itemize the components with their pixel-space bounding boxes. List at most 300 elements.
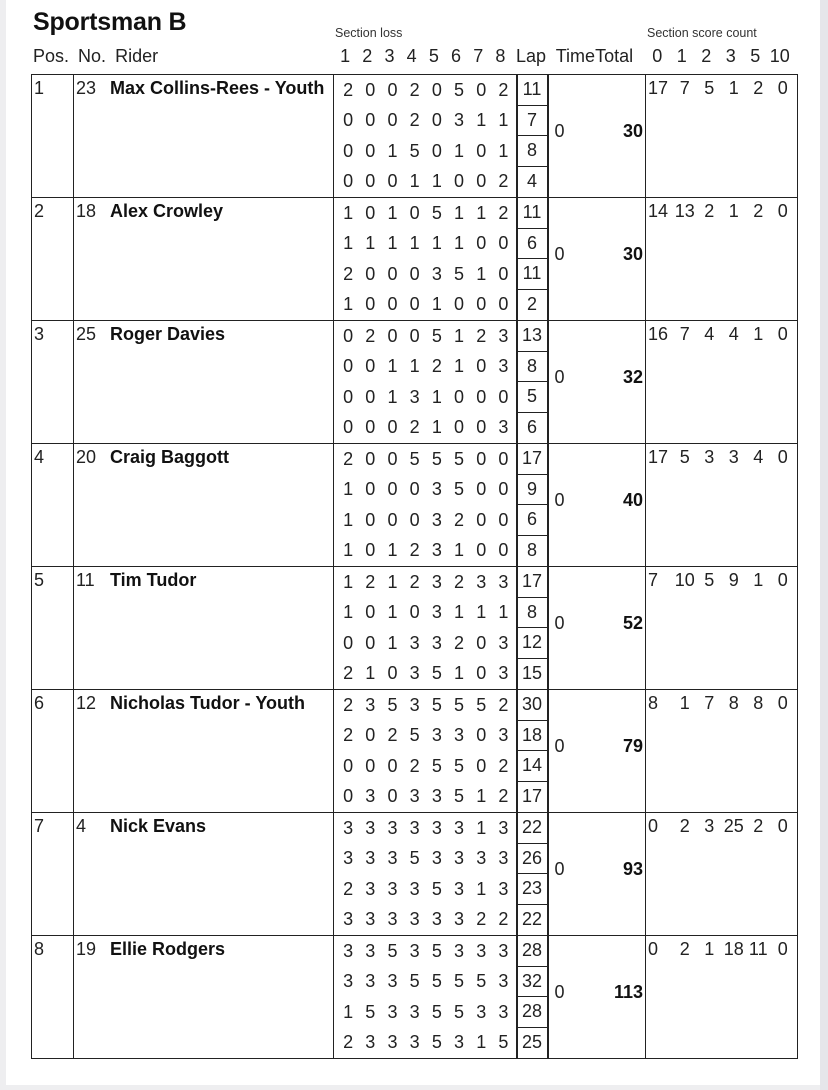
section-header-8: 8	[495, 46, 506, 66]
rider-name: Max Collins-Rees - Youth	[110, 78, 325, 98]
score-count-value: 2	[679, 816, 690, 836]
lap-total: 11	[518, 198, 547, 229]
score-count-value: 2	[753, 78, 764, 98]
lap-section-losses	[334, 659, 516, 690]
section-loss-value: 2	[409, 755, 420, 776]
score-count-value: 2	[704, 201, 715, 221]
section-loss-value: 2	[431, 356, 442, 377]
score-bucket-header-3: 3	[725, 46, 736, 66]
section-loss-value: 0	[454, 171, 465, 192]
section-loss-value: 3	[431, 817, 442, 838]
section-loss-value: 0	[387, 171, 398, 192]
time-penalty: 0	[554, 367, 565, 387]
section-header-7: 7	[473, 46, 484, 66]
lap-section-losses	[334, 967, 516, 998]
section-loss-value: 0	[365, 417, 376, 438]
section-loss-value: 1	[343, 1001, 354, 1022]
section-loss-value: 3	[476, 1001, 487, 1022]
score-count-value: 2	[753, 201, 764, 221]
lap-section-losses	[334, 721, 516, 752]
score-count-value: 1	[728, 78, 739, 98]
section-loss-value: 0	[343, 786, 354, 807]
score-count-value: 0	[777, 201, 788, 221]
section-loss-value: 0	[431, 79, 442, 100]
section-loss-value: 1	[365, 233, 376, 254]
section-loss-value: 0	[476, 448, 487, 469]
section-loss-value: 3	[476, 848, 487, 869]
section-loss-value: 0	[454, 294, 465, 315]
section-loss-value: 0	[343, 386, 354, 407]
section-loss-value: 3	[454, 725, 465, 746]
section-loss-value: 3	[431, 725, 442, 746]
score-count-value: 5	[704, 570, 715, 590]
score-count-value: 0	[777, 78, 788, 98]
time-penalty: 0	[554, 736, 565, 756]
section-loss-value: 0	[365, 386, 376, 407]
score-count-row	[646, 75, 797, 99]
section-loss-value: 2	[343, 725, 354, 746]
rider-total: 79	[622, 736, 643, 756]
section-loss-value: 5	[454, 694, 465, 715]
section-loss-value: 2	[498, 755, 509, 776]
section-number-headers	[334, 46, 512, 67]
section-loss-value: 1	[431, 171, 442, 192]
lap-total: 28	[518, 997, 547, 1028]
section-loss-value: 1	[476, 878, 487, 899]
section-loss-value: 5	[365, 1001, 376, 1022]
lap-section-losses	[334, 382, 516, 413]
section-loss-value: 3	[387, 1032, 398, 1053]
time-penalty: 0	[554, 244, 565, 264]
lap-section-losses	[334, 352, 516, 383]
section-header-6: 6	[451, 46, 462, 66]
section-loss-value: 3	[498, 848, 509, 869]
section-loss-value: 0	[409, 602, 420, 623]
section-loss-value: 5	[454, 971, 465, 992]
section-loss-value: 0	[498, 263, 509, 284]
column-headers-mid	[516, 46, 633, 67]
section-loss-value: 1	[365, 663, 376, 684]
section-loss-value: 3	[498, 417, 509, 438]
rider-number: 11	[76, 570, 95, 590]
time-penalty: 0	[554, 121, 565, 141]
section-loss-value: 1	[387, 202, 398, 223]
section-loss-value: 1	[498, 140, 509, 161]
lap-total: 17	[518, 444, 547, 475]
section-loss-value: 0	[365, 755, 376, 776]
score-bucket-header-0: 0	[652, 46, 663, 66]
rider-number: 18	[76, 201, 97, 221]
section-loss-value: 1	[431, 233, 442, 254]
lap-section-losses	[334, 413, 516, 444]
section-loss-value: 1	[431, 386, 442, 407]
section-loss-value: 5	[454, 79, 465, 100]
header-time: Time	[555, 46, 596, 66]
section-loss-value: 5	[431, 448, 442, 469]
header-pos: Pos.	[33, 46, 70, 66]
section-loss-value: 3	[431, 602, 442, 623]
section-loss-value: 3	[498, 632, 509, 653]
rider-name: Nick Evans	[110, 816, 207, 836]
section-header-5: 5	[428, 46, 439, 66]
lap-total: 17	[521, 786, 543, 807]
rider-row	[32, 198, 798, 321]
section-loss-value: 1	[476, 110, 487, 131]
score-count-value: 1	[728, 201, 739, 221]
lap-section-losses	[334, 259, 516, 290]
lap-total: 23	[518, 874, 547, 905]
rider-position: 1	[34, 78, 45, 98]
rider-name: Alex Crowley	[110, 201, 224, 221]
header-lap: Lap	[516, 46, 547, 66]
section-loss-value: 5	[387, 940, 398, 961]
rider-row	[32, 813, 798, 936]
section-loss-value: 3	[454, 1032, 465, 1053]
section-loss-value: 0	[387, 110, 398, 131]
score-count-value: 4	[704, 324, 715, 344]
section-loss-value: 0	[454, 386, 465, 407]
score-count-value: 0	[777, 939, 788, 959]
section-loss-value: 0	[365, 540, 376, 561]
section-loss-value: 3	[365, 909, 376, 930]
score-count-value: 17	[648, 78, 669, 98]
section-loss-value: 3	[454, 848, 465, 869]
section-loss-value: 2	[409, 79, 420, 100]
score-count-value: 14	[648, 201, 669, 221]
rider-number: 20	[76, 447, 97, 467]
rider-position: 3	[34, 324, 45, 344]
rider-total: 93	[622, 859, 643, 879]
lap-section-losses	[334, 874, 516, 905]
section-loss-value: 0	[498, 509, 509, 530]
section-loss-value: 3	[365, 878, 376, 899]
section-loss-value: 0	[343, 140, 354, 161]
section-loss-value: 0	[387, 448, 398, 469]
section-loss-value: 3	[387, 848, 398, 869]
time-penalty: 0	[554, 982, 565, 1002]
section-loss-value: 5	[476, 971, 487, 992]
section-loss-value: 1	[454, 140, 465, 161]
section-loss-value: 3	[387, 878, 398, 899]
section-loss-value: 3	[343, 940, 354, 961]
rider-name: Tim Tudor	[110, 570, 197, 590]
rider-total: 30	[622, 121, 643, 141]
section-loss-value: 3	[343, 817, 354, 838]
section-loss-value: 1	[476, 786, 487, 807]
section-loss-value: 3	[431, 509, 442, 530]
section-loss-value: 5	[476, 694, 487, 715]
section-header-4: 4	[406, 46, 417, 66]
time-penalty: 0	[554, 490, 565, 510]
section-loss-value: 1	[476, 817, 487, 838]
section-loss-value: 3	[431, 571, 442, 592]
section-loss-value: 5	[409, 140, 420, 161]
section-loss-value: 0	[476, 509, 487, 530]
section-loss-value: 0	[476, 417, 487, 438]
rider-info	[74, 567, 333, 591]
section-loss-value: 2	[498, 171, 509, 192]
section-loss-value: 2	[409, 110, 420, 131]
score-count-value: 0	[777, 447, 788, 467]
section-loss-value: 3	[431, 263, 442, 284]
section-loss-value: 0	[387, 786, 398, 807]
section-loss-value: 2	[498, 694, 509, 715]
section-loss-value: 3	[409, 940, 420, 961]
section-loss-value: 1	[431, 294, 442, 315]
rider-position: 6	[34, 693, 45, 713]
section-loss-value: 1	[409, 356, 420, 377]
section-loss-value: 2	[498, 202, 509, 223]
rider-position: 2	[34, 201, 45, 221]
section-loss-value: 3	[498, 725, 509, 746]
section-loss-value: 1	[476, 602, 487, 623]
score-count-value: 1	[753, 324, 764, 344]
section-loss-value: 0	[498, 294, 509, 315]
section-loss-value: 3	[454, 909, 465, 930]
score-count-value: 11	[748, 939, 768, 959]
lap-total: 5	[518, 382, 547, 413]
section-loss-value: 0	[365, 202, 376, 223]
section-score-count-label: Section score count	[647, 26, 757, 40]
section-loss-value: 0	[476, 294, 487, 315]
lap-total: 14	[518, 751, 547, 782]
section-loss-value: 0	[387, 479, 398, 500]
section-loss-value: 0	[476, 140, 487, 161]
score-count-value: 3	[704, 816, 715, 836]
section-loss-value: 0	[365, 725, 376, 746]
section-loss-value: 3	[409, 694, 420, 715]
score-count-value: 1	[753, 570, 764, 590]
section-loss-value: 0	[476, 755, 487, 776]
score-count-row	[646, 321, 797, 345]
section-loss-value: 2	[454, 571, 465, 592]
section-loss-value: 3	[498, 356, 509, 377]
section-loss-value: 1	[498, 602, 509, 623]
results-table	[31, 74, 798, 1059]
section-loss-value: 5	[454, 786, 465, 807]
section-loss-value: 0	[365, 448, 376, 469]
section-loss-value: 5	[431, 202, 442, 223]
section-loss-value: 3	[365, 940, 376, 961]
section-loss-value: 5	[431, 971, 442, 992]
section-loss-value: 3	[409, 786, 420, 807]
score-count-value: 5	[679, 447, 690, 467]
lap-total: 30	[518, 690, 547, 721]
section-loss-value: 5	[409, 448, 420, 469]
score-count-value: 1	[679, 693, 690, 713]
score-count-value: 7	[679, 78, 690, 98]
section-loss-value: 2	[498, 909, 509, 930]
section-loss-value: 1	[343, 202, 354, 223]
lap-section-losses	[334, 136, 516, 167]
section-loss-value: 5	[454, 1001, 465, 1022]
section-loss-value: 3	[409, 1001, 420, 1022]
lap-section-losses	[334, 905, 516, 936]
section-loss-value: 3	[431, 540, 442, 561]
rider-info	[74, 936, 333, 960]
section-loss-value: 2	[343, 694, 354, 715]
section-loss-value: 3	[476, 571, 487, 592]
rider-position: 8	[34, 939, 45, 959]
score-count-value: 10	[674, 570, 695, 590]
section-loss-value: 2	[365, 571, 376, 592]
lap-total: 2	[526, 294, 537, 315]
scrollbar[interactable]	[820, 0, 828, 1090]
score-count-value: 7	[704, 693, 715, 713]
score-count-value: 13	[674, 201, 695, 221]
section-loss-value: 0	[476, 171, 487, 192]
score-bucket-header-1: 1	[676, 46, 687, 66]
section-loss-value: 1	[343, 540, 354, 561]
rider-name: Roger Davies	[110, 324, 226, 344]
rider-total: 40	[622, 490, 643, 510]
section-loss-value: 3	[431, 479, 442, 500]
section-loss-value: 0	[431, 140, 442, 161]
score-bucket-header-2: 2	[701, 46, 712, 66]
section-loss-value: 1	[343, 294, 354, 315]
section-loss-value: 0	[387, 663, 398, 684]
section-loss-value: 0	[476, 79, 487, 100]
lap-total: 17	[518, 567, 547, 598]
rider-row	[32, 690, 798, 813]
section-loss-value: 0	[498, 386, 509, 407]
section-loss-value: 0	[387, 755, 398, 776]
section-loss-value: 1	[431, 417, 442, 438]
section-loss-value: 3	[409, 663, 420, 684]
section-loss-value: 0	[343, 356, 354, 377]
section-loss-value: 2	[343, 1032, 354, 1053]
score-count-value: 16	[648, 324, 669, 344]
section-loss-value: 0	[365, 632, 376, 653]
rider-row	[32, 321, 798, 444]
column-headers-left	[33, 46, 158, 67]
score-bucket-header-10: 10	[769, 46, 790, 66]
score-count-row	[646, 444, 797, 468]
lap-total: 22	[521, 909, 543, 930]
rider-number: 12	[76, 693, 97, 713]
section-loss-value: 1	[498, 110, 509, 131]
section-loss-value: 1	[454, 356, 465, 377]
score-count-value: 8	[728, 693, 739, 713]
score-count-value: 1	[704, 939, 715, 959]
section-loss-value: 3	[365, 848, 376, 869]
section-loss-value: 0	[476, 386, 487, 407]
section-loss-value: 3	[498, 1001, 509, 1022]
section-loss-value: 2	[409, 540, 420, 561]
section-loss-value: 1	[387, 602, 398, 623]
lap-total: 22	[518, 813, 547, 844]
rider-info	[74, 690, 333, 714]
section-loss-value: 1	[387, 632, 398, 653]
section-loss-value: 0	[409, 479, 420, 500]
score-count-value: 7	[679, 324, 690, 344]
section-loss-value: 2	[409, 571, 420, 592]
section-loss-value: 0	[343, 325, 354, 346]
section-loss-value: 0	[454, 417, 465, 438]
section-loss-value: 0	[343, 632, 354, 653]
lap-section-losses	[334, 536, 516, 567]
score-count-value: 18	[723, 939, 744, 959]
section-loss-value: 0	[365, 479, 376, 500]
rider-info	[74, 813, 333, 837]
lap-total: 6	[518, 505, 547, 536]
lap-section-losses	[334, 813, 516, 844]
section-loss-value: 0	[387, 263, 398, 284]
section-loss-value: 3	[498, 817, 509, 838]
lap-section-losses	[334, 936, 516, 967]
section-loss-value: 5	[431, 694, 442, 715]
lap-total: 8	[526, 540, 537, 561]
score-count-value: 0	[648, 816, 659, 836]
section-loss-value: 3	[454, 878, 465, 899]
section-loss-value: 3	[409, 1032, 420, 1053]
lap-total: 26	[518, 844, 547, 875]
section-loss-value: 5	[409, 848, 420, 869]
lap-section-losses	[334, 628, 516, 659]
score-count-value: 0	[648, 939, 659, 959]
lap-section-losses	[334, 321, 516, 352]
section-loss-value: 1	[343, 509, 354, 530]
section-loss-value: 0	[365, 602, 376, 623]
time-penalty: 0	[554, 859, 565, 879]
section-loss-value: 5	[431, 940, 442, 961]
header-total: Total	[595, 46, 634, 66]
section-loss-value: 3	[498, 940, 509, 961]
section-loss-value: 5	[431, 1001, 442, 1022]
lap-section-losses	[334, 167, 516, 198]
section-header-3: 3	[384, 46, 395, 66]
section-loss-value: 5	[409, 725, 420, 746]
section-loss-value: 5	[498, 1032, 509, 1053]
lap-section-losses	[334, 198, 516, 229]
score-count-value: 4	[753, 447, 764, 467]
lap-total: 8	[518, 598, 547, 629]
section-loss-value: 3	[454, 817, 465, 838]
header-no: No.	[78, 46, 107, 66]
rider-name: Craig Baggott	[110, 447, 229, 467]
section-loss-value: 3	[365, 971, 376, 992]
rider-info	[74, 444, 333, 468]
section-loss-value: 3	[365, 786, 376, 807]
section-loss-value: 0	[498, 479, 509, 500]
section-loss-value: 5	[431, 325, 442, 346]
section-loss-value: 1	[454, 602, 465, 623]
section-header-2: 2	[362, 46, 373, 66]
section-loss-value: 3	[431, 786, 442, 807]
lap-total: 15	[521, 663, 543, 684]
rider-row	[32, 936, 798, 1059]
section-loss-value: 1	[387, 386, 398, 407]
section-loss-value: 2	[476, 325, 487, 346]
section-loss-value: 0	[365, 263, 376, 284]
rider-total: 30	[622, 244, 643, 264]
section-loss-value: 0	[476, 233, 487, 254]
lap-total: 12	[518, 628, 547, 659]
score-bucket-headers	[645, 46, 792, 67]
score-count-value: 0	[777, 570, 788, 590]
section-loss-value: 3	[409, 909, 420, 930]
section-loss-value: 0	[409, 294, 420, 315]
section-loss-value: 0	[365, 294, 376, 315]
section-loss-value: 1	[387, 356, 398, 377]
lap-section-losses	[334, 997, 516, 1028]
rider-position: 5	[34, 570, 45, 590]
rider-row	[32, 75, 798, 198]
section-loss-value: 5	[454, 263, 465, 284]
section-loss-value: 1	[343, 479, 354, 500]
section-loss-value: 0	[387, 417, 398, 438]
section-loss-value: 2	[343, 263, 354, 284]
